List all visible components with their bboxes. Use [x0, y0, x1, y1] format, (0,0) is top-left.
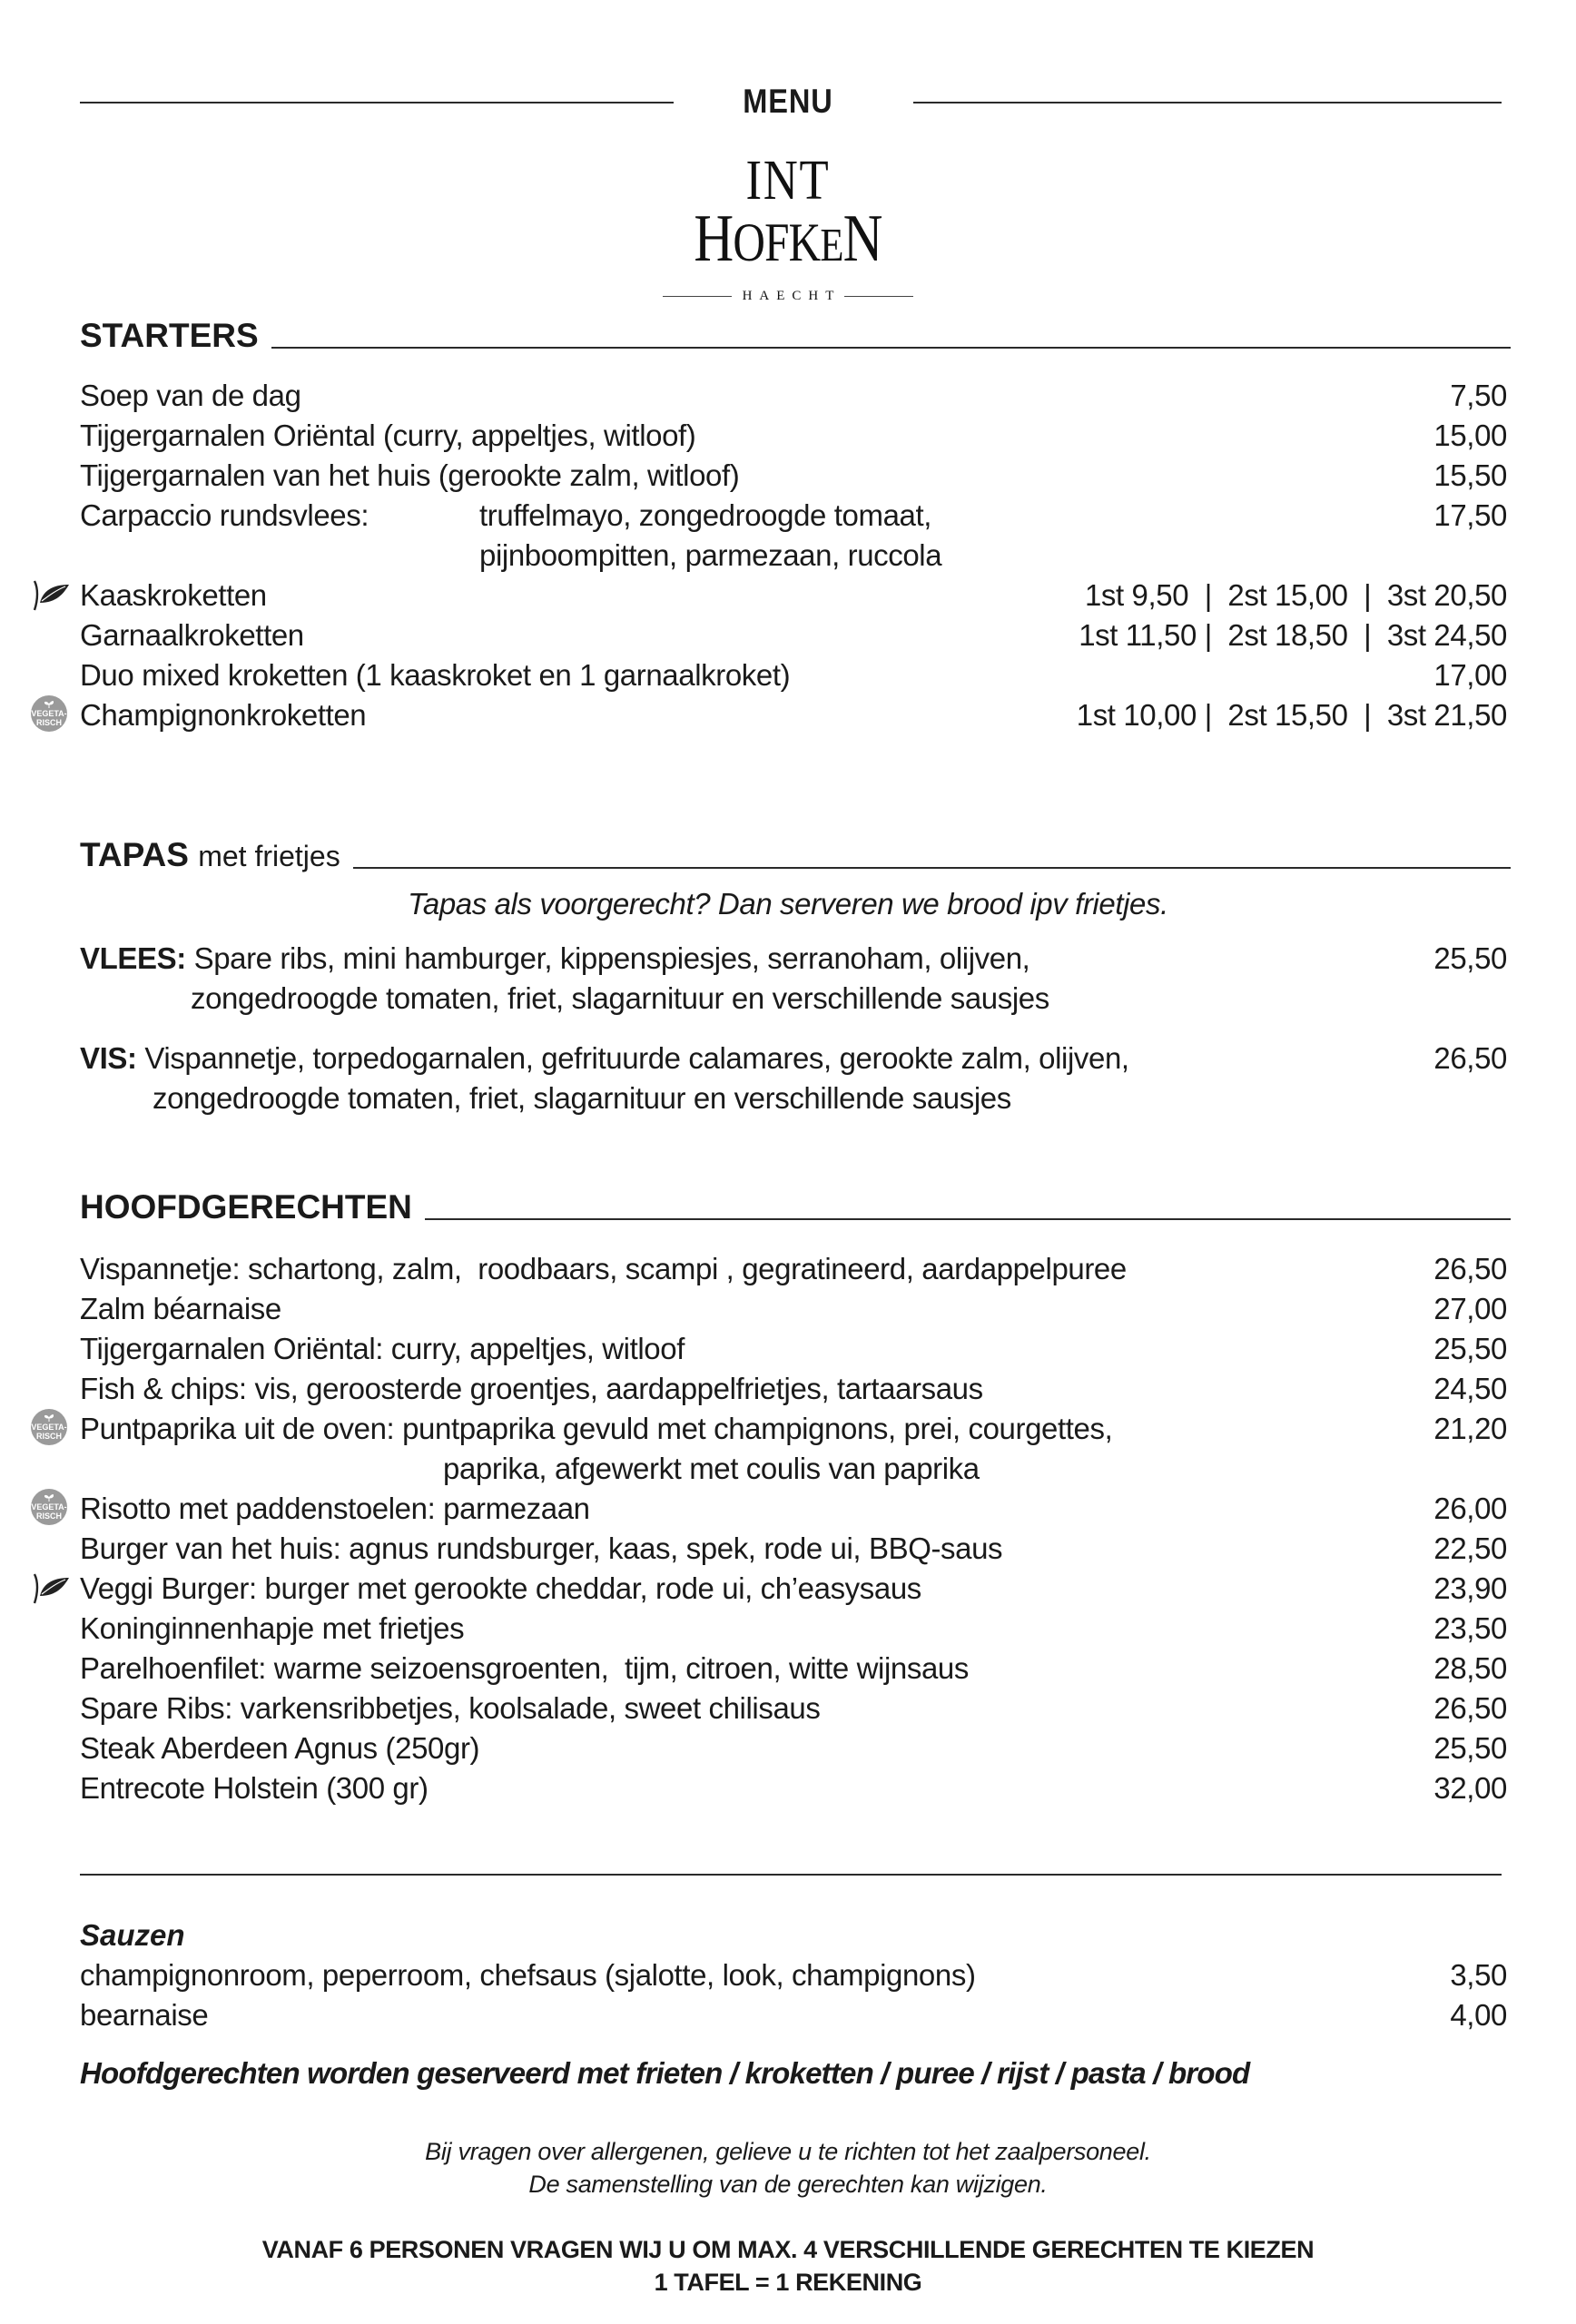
item-price: 17,50 — [1433, 498, 1507, 532]
section-title: HOOFDGERECHTEN — [80, 1188, 412, 1226]
menu-item: Soep van de dag 7,50 — [80, 376, 1507, 416]
item-price: 4,00 — [1450, 1998, 1507, 2032]
item-label: VIS: — [80, 1041, 137, 1075]
section-subtitle: met frietjes — [198, 840, 340, 872]
menu-item-continuation: zongedroogde tomaten, friet, slagarnituur en verschillende sausjes — [191, 981, 1049, 1015]
item-price: 1st 9,50 | 2st 15,00 | 3st 20,50 — [1084, 578, 1507, 612]
item-price: 27,00 — [1433, 1292, 1507, 1325]
item-price: 22,50 — [1433, 1531, 1507, 1565]
menu-item: Spare Ribs: varkensribbetjes, koolsalade, sweet chilisaus 26,50 — [80, 1689, 1507, 1728]
item-price: 15,00 — [1433, 419, 1507, 452]
item-price: 25,50 — [1433, 1332, 1507, 1365]
item-price: 15,50 — [1433, 458, 1507, 492]
menu-item: Tijgergarnalen Oriëntal (curry, appeltjes, witloof) 15,00 — [80, 416, 1507, 456]
menu-item: VIS: Vispannetje, torpedogarnalen, gefrituurde calamares, gerookte zalm, olijven, 26,50 — [80, 1039, 1507, 1078]
sauce-item: champignonroom, peperroom, chefsaus (sjalotte, look, champignons) 3,50 — [80, 1955, 1507, 1995]
vegan-leaf-icon — [31, 1572, 71, 1605]
logo-rule-left — [663, 296, 732, 297]
menu-item: VLEES: Spare ribs, mini hamburger, kippenspiesjes, serranoham, olijven, 25,50 — [80, 939, 1507, 979]
logo-rule-right — [844, 296, 913, 297]
item-price: 25,50 — [1433, 941, 1507, 975]
item-price: 26,50 — [1433, 1691, 1507, 1725]
menu-item: Parelhoenfilet: warme seizoensgroenten, tijm, citroen, witte wijnsaus 28,50 — [80, 1649, 1507, 1689]
item-price: 1st 11,50 | 2st 18,50 | 3st 24,50 — [1079, 618, 1507, 652]
menu-item: Tijgergarnalen Oriëntal: curry, appeltjes, witloof 25,50 — [80, 1329, 1507, 1369]
menu-item: Risotto met paddenstoelen: parmezaan 26,00 — [80, 1489, 1507, 1529]
item-description: pijnboompitten, parmezaan, ruccola — [479, 538, 942, 572]
sauzen-divider — [80, 1874, 1502, 1876]
served-with-note: Hoofdgerechten worden geserveerd met frieten / kroketten / puree / rijst / pasta / brood — [80, 2056, 1250, 2090]
menu-title: MENU — [743, 83, 833, 120]
menu-item: Zalm béarnaise 27,00 — [80, 1289, 1507, 1329]
item-price: 1st 10,00 | 2st 15,50 | 3st 21,50 — [1076, 698, 1507, 732]
menu-item: Carpaccio rundsvlees: truffelmayo, zongedroogde tomaat, 17,50 — [80, 496, 1507, 536]
menu-item: Fish & chips: vis, geroosterde groentjes, aardappelfrietjes, tartaarsaus 24,50 — [80, 1369, 1507, 1409]
logo-int: INT — [745, 150, 831, 212]
menu-item-continuation: zongedroogde tomaten, friet, slagarnituur en verschillende sausjes — [153, 1081, 1011, 1115]
menu-item: Tijgergarnalen van het huis (gerookte zalm, witloof) 15,50 — [80, 456, 1507, 496]
item-price: 26,50 — [1433, 1252, 1507, 1285]
composition-note: De samenstelling van de gerechten kan wijzigen. — [528, 2171, 1048, 2198]
logo-place: HAECHT — [742, 289, 842, 303]
item-description: truffelmayo, zongedroogde tomaat, — [479, 498, 932, 532]
item-price: 25,50 — [1433, 1731, 1507, 1765]
menu-item: Puntpaprika uit de oven: puntpaprika gevuld met champignons, prei, courgettes, 21,20 — [80, 1409, 1507, 1449]
section-rule — [353, 867, 1511, 869]
section-title: TAPAS met frietjes — [80, 836, 340, 873]
item-price: 21,20 — [1433, 1412, 1507, 1445]
menu-item: Duo mixed kroketten (1 kaaskroket en 1 garnaalkroket) 17,00 — [80, 655, 1507, 695]
logo-place-row — [652, 289, 924, 304]
menu-item: Koninginnenhapje met frietjes 23,50 — [80, 1609, 1507, 1649]
item-price: 28,50 — [1433, 1651, 1507, 1685]
item-label: VLEES: — [80, 941, 186, 975]
section-rule — [425, 1218, 1511, 1220]
section-title: STARTERS — [80, 317, 259, 354]
menu-item: Burger van het huis: agnus rundsburger, kaas, spek, rode ui, BBQ-saus 22,50 — [80, 1529, 1507, 1569]
group-notice: VANAF 6 PERSONEN VRAGEN WIJ U OM MAX. 4 VERSCHILLENDE GERECHTEN TE KIEZEN — [261, 2236, 1315, 2263]
menu-item: Garnaalkroketten 1st 11,50 | 2st 18,50 | 3st 24,50 — [80, 615, 1507, 655]
vegan-leaf-icon — [31, 579, 71, 612]
restaurant-logo — [652, 150, 924, 304]
sauzen-title: Sauzen — [80, 1918, 185, 1952]
menu-item: Kaaskroketten 1st 9,50 | 2st 15,00 | 3st 20,50 — [80, 576, 1507, 615]
sauce-item: bearnaise 4,00 — [80, 1995, 1507, 2035]
item-price: 32,00 — [1433, 1771, 1507, 1805]
table-bill-notice: 1 TAFEL = 1 REKENING — [654, 2269, 922, 2296]
section-starters-header — [80, 318, 1511, 354]
menu-item: Vispannetje: schartong, zalm, roodbaars, scampi , gegratineerd, aardappelpuree 26,50 — [80, 1249, 1507, 1289]
section-tapas-header — [80, 837, 1511, 874]
vegetarisch-badge-icon: VEGETA- RISCH — [31, 1409, 67, 1445]
tapas-note: Tapas als voorgerecht? Dan serveren we brood ipv frietjes. — [408, 887, 1168, 921]
menu-item: Champignonkroketten 1st 10,00 | 2st 15,50 | 3st 21,50 — [80, 695, 1507, 735]
menu-item-continuation — [80, 536, 1507, 576]
section-hoofdgerechten-header — [80, 1189, 1511, 1226]
item-price: 17,00 — [1433, 658, 1507, 692]
menu-item-continuation: paprika, afgewerkt met coulis van paprika — [443, 1452, 980, 1485]
menu-item: Steak Aberdeen Agnus (250gr) 25,50 — [80, 1728, 1507, 1768]
menu-item: Entrecote Holstein (300 gr) 32,00 — [80, 1768, 1507, 1808]
item-price: 3,50 — [1450, 1958, 1507, 1992]
item-price: 7,50 — [1450, 379, 1507, 412]
vegetarisch-badge-icon: VEGETA- RISCH — [31, 695, 67, 732]
item-price: 23,50 — [1433, 1611, 1507, 1645]
menu-item: Veggi Burger: burger met gerookte cheddar, rode ui, ch’easysaus 23,90 — [80, 1569, 1507, 1609]
section-rule — [271, 347, 1511, 349]
vegetarisch-badge-icon: VEGETA- RISCH — [31, 1489, 67, 1525]
item-price: 24,50 — [1433, 1372, 1507, 1405]
item-price: 26,00 — [1433, 1492, 1507, 1525]
logo-hofken: HOFKEN — [694, 202, 882, 276]
item-price: 26,50 — [1433, 1041, 1507, 1075]
allergen-note: Bij vragen over allergenen, gelieve u te richten tot het zaalpersoneel. — [425, 2138, 1151, 2165]
item-price: 23,90 — [1433, 1571, 1507, 1605]
